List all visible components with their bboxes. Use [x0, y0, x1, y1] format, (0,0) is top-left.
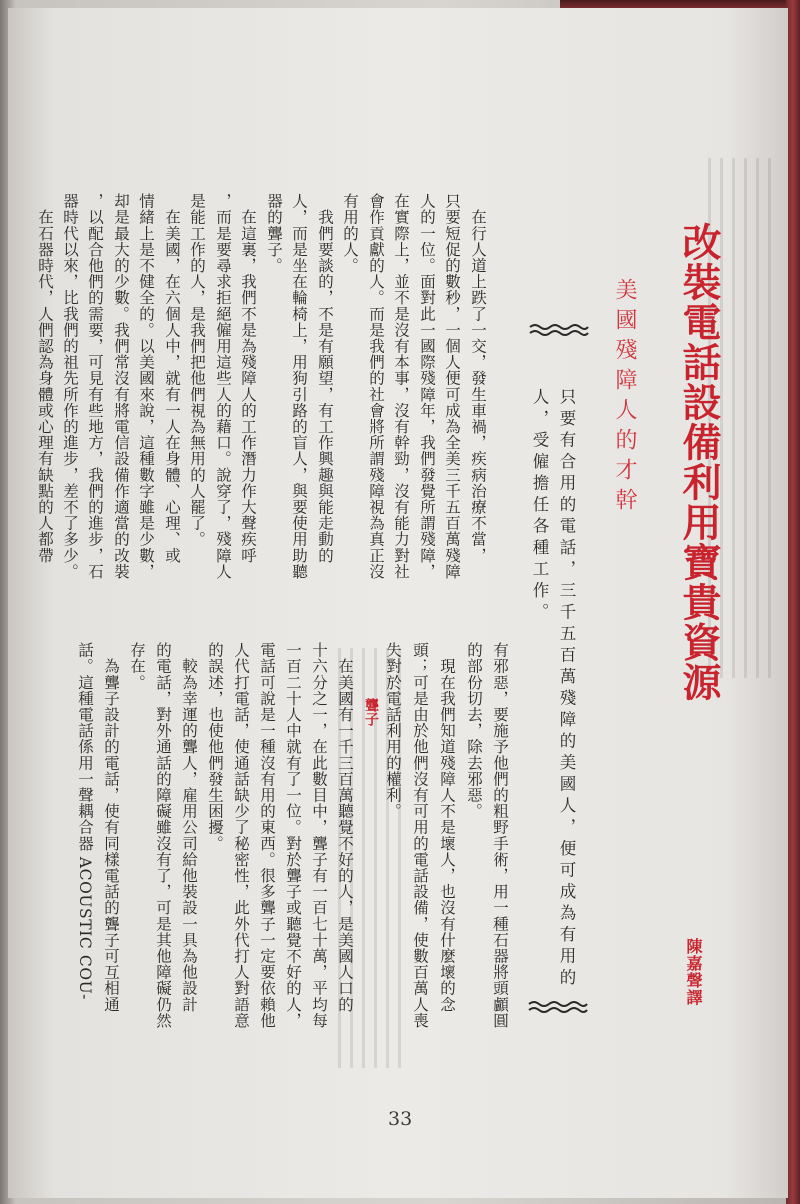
section-heading: 聾子 — [363, 698, 379, 726]
body-column: ，以配合他們的需要，可見有些地方，我們的進步，石 — [86, 193, 104, 580]
body-column: 只要短促的數秒，一個人便可成為全美三千五百萬殘障 — [443, 193, 461, 580]
body-column: 却是最大的少數。我們常沒有將電信設備作適當的改裝 — [112, 193, 130, 580]
body-column: 現在我們知道殘障人不是壞人，也沒有什麼壞的念 — [438, 642, 456, 1013]
body-column: 的部份切去，除去邪惡。 — [465, 642, 483, 820]
body-column: 有用的人。 — [341, 193, 359, 274]
body-column: 在實際上，並不是沒有本事，沒有幹勁，沒有能力對社 — [392, 193, 410, 580]
body-column: 會作貢獻的人。而是我們的社會將所謂殘障視為真正沒 — [367, 193, 385, 580]
body-column: 人代打電話，使通話缺少了秘密性，此外代打人對語意 — [232, 642, 250, 1029]
translator-credit: 陳嘉聲譯 — [684, 938, 703, 1006]
body-column: 較為幸運的聾人，雇用公司給他裝設一具為他設計 — [180, 642, 198, 1013]
article-subtitle: 美國殘障人的才幹 — [612, 278, 637, 518]
body-column: 存在。 — [128, 642, 146, 691]
body-column: 的誤述，也使他們發生困擾。 — [206, 642, 224, 852]
body-column: 在美國有一千三百萬聽覺不好的人，是美國人口的 — [336, 642, 354, 1013]
body-column: 器時代以來，比我們的祖先所作的進步，差不了多少。 — [61, 193, 79, 580]
body-column: 是能工作的人，是我們把他們視為無用的人罷了。 — [188, 193, 206, 548]
body-column: 人，而是坐在輪椅上，用狗引路的盲人，與要使用助聽 — [290, 193, 308, 580]
abstract-line: 只要有合用的電話，三千五百萬殘障的美國人，便可成為有用的 — [557, 388, 576, 990]
body-column: 的電話，對外通話的障礙雖沒有了，可是其他障礙仍然 — [154, 642, 172, 1029]
body-column: 在行人道上跌了一交，發生車禍，疾病治療不當， — [469, 193, 487, 564]
body-column: 在美國，在六個人中，就有一人在身體、心理、或 — [163, 193, 181, 564]
body-column: 器的聾子。 — [265, 193, 283, 274]
decorative-wave-bottom — [527, 1000, 589, 1014]
book-spine-edge — [786, 0, 800, 1204]
body-column: 在這裏，我們不是為殘障人的工作潛力作大聲疾呼 — [239, 193, 257, 564]
body-column: 人的一位。面對此一國際殘障年，我們發覺所謂殘障， — [418, 193, 436, 580]
body-column: ，而是要尋求拒絕僱用這些人的藉口。說穿了，殘障人 — [214, 193, 232, 580]
page-number: 33 — [388, 1108, 413, 1130]
body-column: 頭；可是由於他們沒有可用的電話設備，使數百萬人喪 — [411, 642, 429, 1029]
body-column: 有邪惡，要施予他們的粗野手術，用一種石器將頭顱圓 — [491, 642, 509, 1029]
body-column: 在石器時代，人們認為身體或心理有缺點的人都帶 — [36, 193, 54, 564]
body-column: 電話可說是一種沒有用的東西。很多聾子一定要依賴他 — [258, 642, 276, 1029]
body-column: 情緒上是不健全的。以美國來說，這種數字雖是少數， — [137, 193, 155, 580]
body-column: 為聾子設計的電話，使有同樣電話的聾子可互相通 — [102, 642, 120, 1013]
body-column: 我們要談的，不是有願望，有工作興趣與能走動的 — [316, 193, 334, 564]
article-title: 改裝電話設備利用寶貴資源 — [676, 222, 722, 702]
decorative-wave-top — [528, 323, 590, 337]
body-column: 失對於電話利用的權利。 — [384, 642, 402, 820]
abstract-line: 人，受僱擔任各種工作。 — [530, 388, 549, 625]
body-column: 一百二十人中就有了一位。對於聾子或聽覺不好的人， — [284, 642, 302, 1029]
body-column: 十六分之一，在此數目中，聾子有一百七十萬，平均每 — [310, 642, 328, 1029]
body-column: 話。這種電話係用一聲耦合器 ACOUSTIC COU- — [76, 642, 94, 1000]
article-abstract — [526, 388, 580, 990]
